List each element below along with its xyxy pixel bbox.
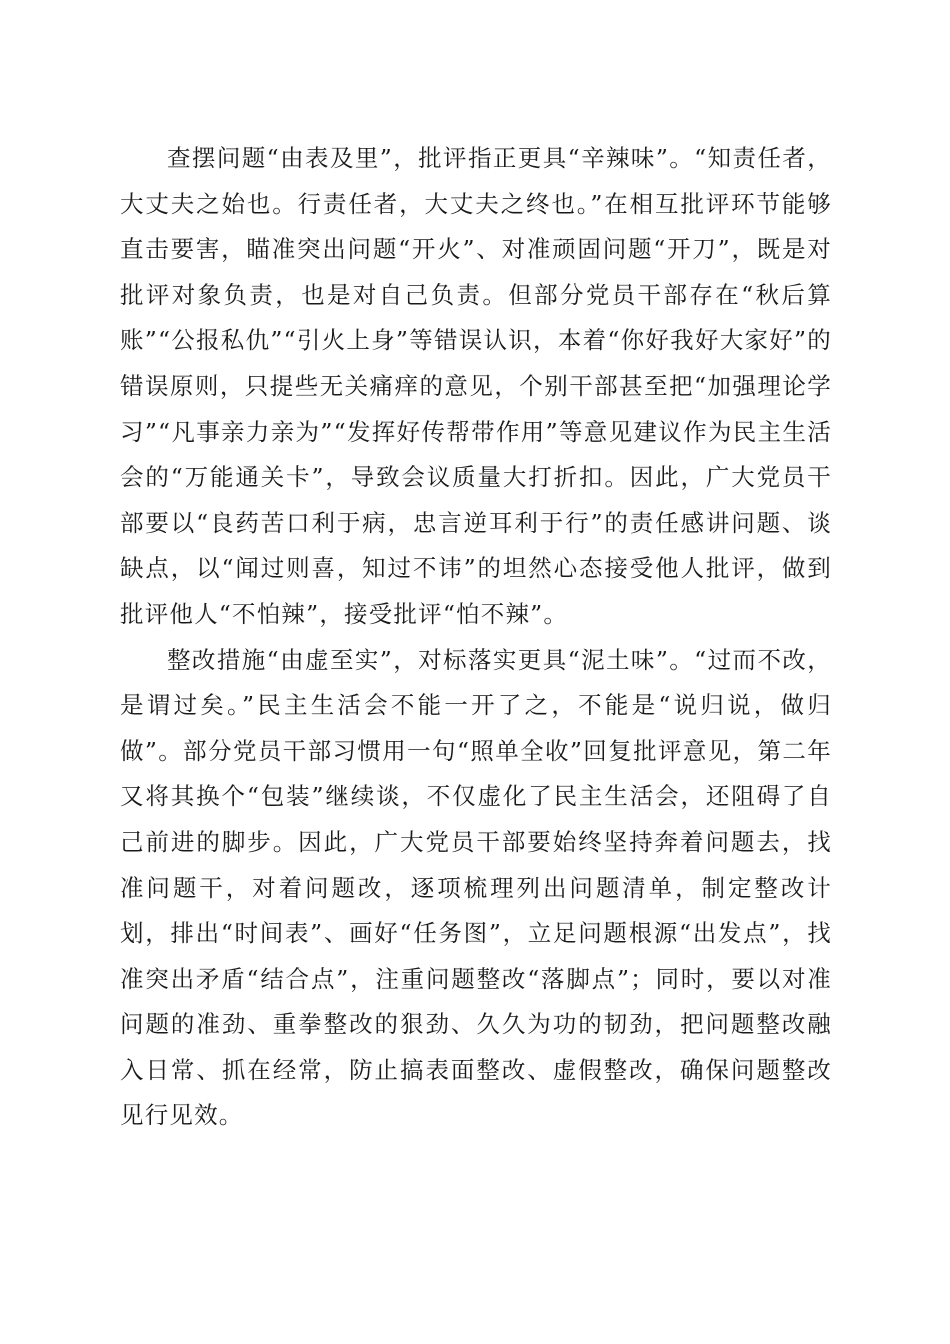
document-body	[120, 136, 832, 1139]
paragraph-criticism: 查摆问题“由表及里”，批评指正更具“辛辣味”。“知责任者，大丈夫之始也。行责任者，大丈夫之终也。”在相互批评环节能够直击要害，瞄准突出问题“开火”、对准顽固问题“开刀”，既是对批评对象负责，也是对自己负责。但部分党员干部存在“秋后算账”“公报私仇”“引火上身”等错误认识，本着“你好我好大家好”的错误原则，只提些无关痛痒的意见，个别干部甚至把“加强理论学习”“凡事亲力亲为”“发挥好传帮带作用”等意见建议作为民主生活会的“万能通关卡”，导致会议质量大打折扣。因此，广大党员干部要以“良药苦口利于病，忠言逆耳利于行”的责任感讲问题、谈缺点，以“闻过则喜，知过不讳”的坦然心态接受他人批评，做到批评他人“不怕辣”，接受批评“怕不辣”。	[120, 144, 832, 628]
paragraph-rectification: 整改措施“由虚至实”，对标落实更具“泥土味”。“过而不改，是谓过矣。”民主生活会不能一开了之，不能是“说归说，做归做”。部分党员干部习惯用一句“照单全收”回复批评意见，第二年又将其换个“包装”继续谈，不仅虚化了民主生活会，还阻碍了自己前进的脚步。因此，广大党员干部要始终坚持奔着问题去，找准问题干，对着问题改，逐项梳理列出问题清单，制定整改计划，排出“时间表”、画好“任务图”，立足问题根源“出发点”，找准突出矛盾“结合点”，注重问题整改“落脚点”；同时，要以对准问题的准劲、重拳整改的狠劲、久久为功的韧劲，把问题整改融入日常、抓在经常，防止搞表面整改、虚假整改，确保问题整改见行见效。	[120, 645, 832, 1130]
